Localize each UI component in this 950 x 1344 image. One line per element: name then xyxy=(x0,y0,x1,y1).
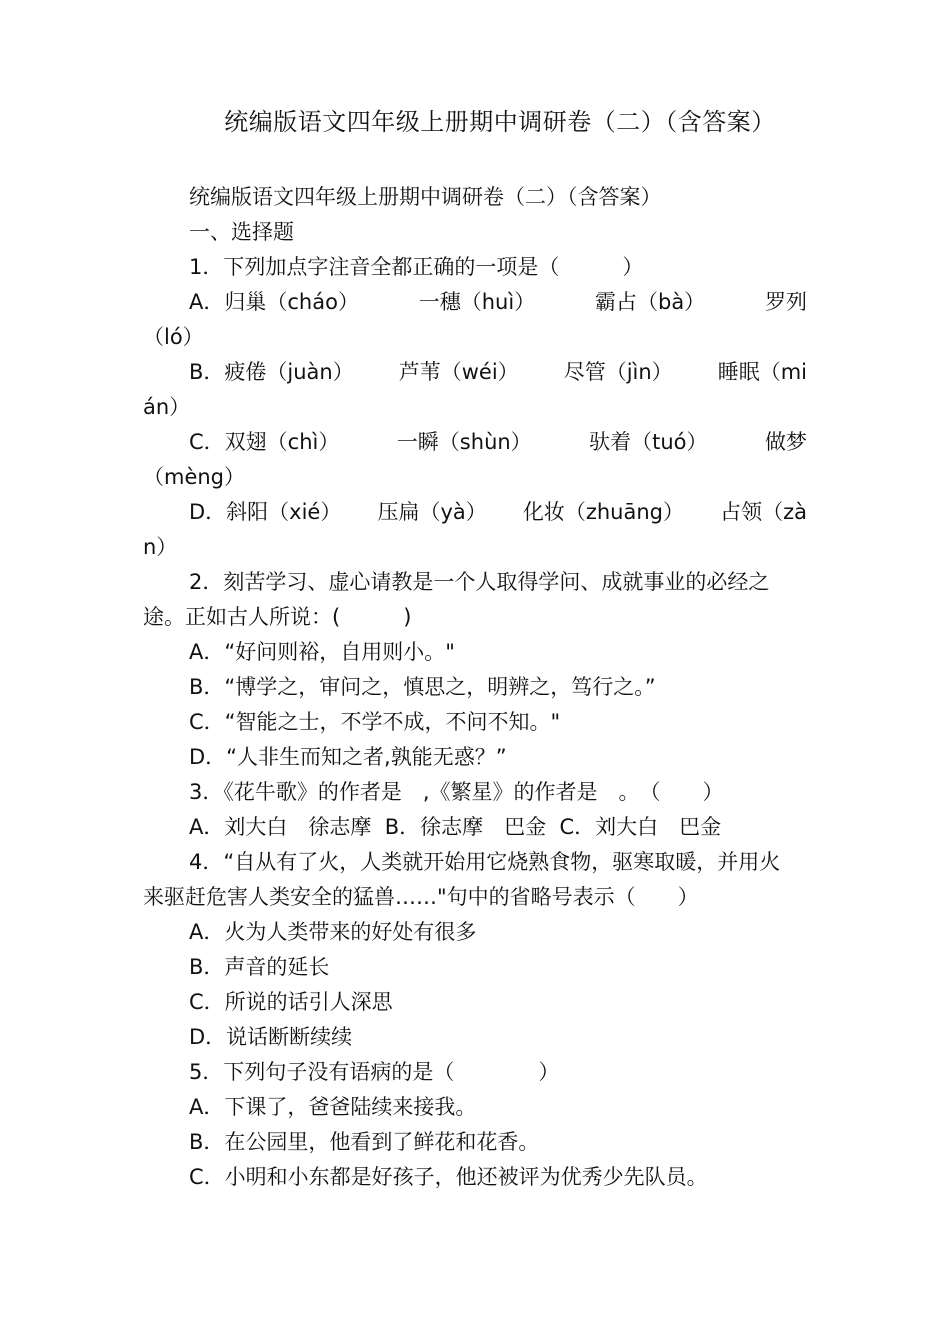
question-1-option-a-wrap: （ló） xyxy=(143,325,204,349)
question-5-option-c: C．小明和小东都是好孩子，他还被评为优秀少先队员。 xyxy=(189,1165,708,1189)
question-1-stem: 1．下列加点字注音全都正确的一项是（ ） xyxy=(189,255,644,279)
question-5-stem: 5．下列句子没有语病的是（ ） xyxy=(189,1060,560,1084)
question-2-stem-line-1: 2．刻苦学习、虚心请教是一个人取得学问、成就事业的必经之 xyxy=(189,570,770,594)
question-3-options: A．刘大白 徐志摩 B．徐志摩 巴金 C．刘大白 巴金 xyxy=(189,815,722,839)
option-d-item-1: D．斜阳（xié） xyxy=(189,500,342,524)
question-1-option-b xyxy=(143,355,807,390)
question-2-option-d: D．“人非生而知之者,孰能无惑？” xyxy=(189,745,507,769)
document-subtitle: 统编版语文四年级上册期中调研卷（二）（含答案） xyxy=(189,185,662,209)
question-4-stem-line-1: 4．“自从有了火，人类就开始用它烧熟食物，驱寒取暖，并用火 xyxy=(189,850,781,874)
question-4-option-a: A．火为人类带来的好处有很多 xyxy=(189,920,477,944)
question-5-option-b: B．在公园里，他看到了鲜花和花香。 xyxy=(189,1130,540,1154)
question-2-stem-line-2: 途。正如古人所说：( ) xyxy=(143,605,412,629)
question-1-option-c-wrap: （mèng） xyxy=(143,465,246,489)
question-1-option-b-wrap: án） xyxy=(143,395,191,419)
option-a-item-3: 霸占（bà） xyxy=(594,290,706,314)
question-4-option-b: B．声音的延长 xyxy=(189,955,330,979)
question-1-option-c xyxy=(143,425,807,460)
option-a-item-1: A．归巢（cháo） xyxy=(189,290,359,314)
option-d-item-3: 化妆（zhuāng） xyxy=(522,500,684,524)
option-d-item-4: 占领（zà xyxy=(720,500,807,524)
question-1-option-d xyxy=(143,495,807,530)
option-a-item-2: 一穗（huì） xyxy=(418,290,536,314)
document-body xyxy=(143,180,807,1195)
option-d-item-2: 压扁（yà） xyxy=(377,500,487,524)
question-4-option-d: D．说话断断续续 xyxy=(189,1025,353,1049)
page-title: 统编版语文四年级上册期中调研卷（二）（含答案） xyxy=(224,108,776,136)
question-4-stem-line-2: 来驱赶危害人类安全的猛兽……"句中的省略号表示（ ） xyxy=(143,885,699,909)
option-c-item-3: 驮着（tuó） xyxy=(589,430,708,454)
option-b-item-3: 尽管（jìn） xyxy=(563,360,673,384)
option-a-item-4: 罗列 xyxy=(764,290,807,314)
option-c-item-2: 一瞬（shùn） xyxy=(396,430,532,454)
option-b-item-2: 芦苇（wéi） xyxy=(398,360,519,384)
question-1-option-a xyxy=(143,285,807,320)
option-b-item-1: B．疲倦（juàn） xyxy=(189,360,354,384)
question-5-option-a: A．下课了，爸爸陆续来接我。 xyxy=(189,1095,477,1119)
section-heading: 一、选择题 xyxy=(189,220,294,244)
option-c-item-1: C．双翅（chì） xyxy=(189,430,340,454)
question-3-stem: 3．《花牛歌》的作者是 ,《繁星》的作者是 。 （ ） xyxy=(189,780,724,804)
question-1-option-d-wrap: n） xyxy=(143,535,178,559)
option-b-item-4: 睡眠（mi xyxy=(717,360,807,384)
question-4-option-c: C．所说的话引人深思 xyxy=(189,990,393,1014)
option-c-item-4: 做梦 xyxy=(765,430,807,454)
question-2-option-a: A．“好问则裕，自用则小。" xyxy=(189,640,455,664)
question-2-option-c: C．“智能之士，不学不成，不问不知。" xyxy=(189,710,561,734)
question-2-option-b: B．“博学之，审问之，慎思之，明辨之，笃行之。” xyxy=(189,675,656,699)
